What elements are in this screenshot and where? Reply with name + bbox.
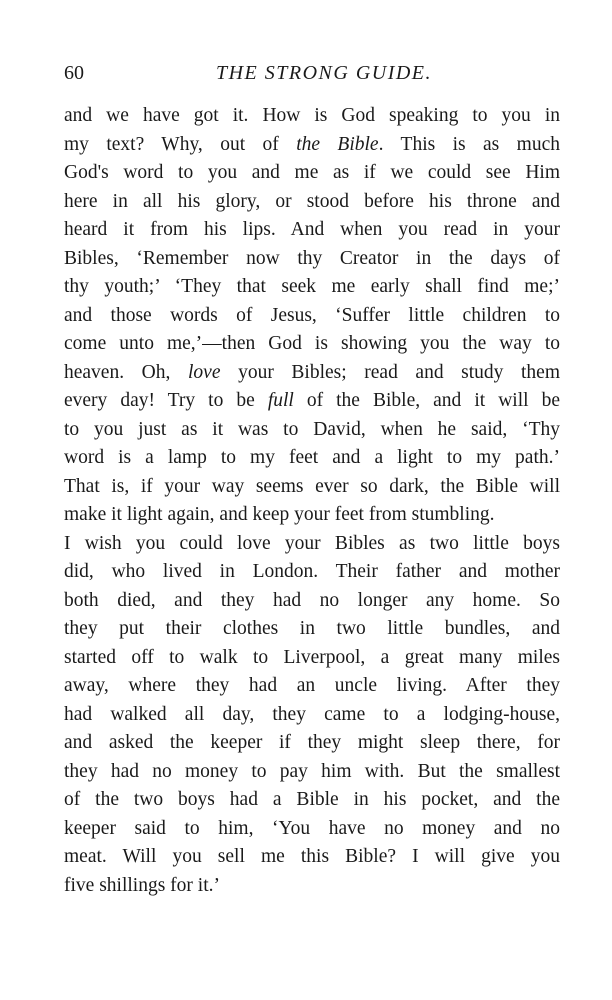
- text-line: started off to walk to Liverpool, a great many miles: [64, 646, 560, 668]
- text-segment: heaven. Oh,: [64, 361, 188, 383]
- text-line: and those words of Jesus, ‘Suffer little children to: [64, 304, 560, 326]
- paragraph: [64, 102, 560, 530]
- text-line: [64, 131, 560, 160]
- text-segment: . This is as much: [378, 133, 561, 155]
- text-line: heard it from his lips. And when you read in your: [64, 219, 560, 240]
- text-line: [64, 359, 560, 388]
- text-segment: every day! Try to be: [64, 390, 268, 411]
- text-segment: my text? Why, out of: [64, 133, 297, 155]
- text-line: meat. Will you sell me this Bible? I will give you: [64, 846, 560, 867]
- text-line: That is, if your way seems ever so dark, the Bible will: [64, 475, 560, 497]
- text-line: they put their clothes in two little bundles, and: [64, 618, 560, 639]
- text-line: here in all his glory, or stood before his throne and: [64, 190, 560, 212]
- text-line: and asked the keeper if they might sleep there, for: [64, 732, 560, 753]
- text-line: they had no money to pay him with. But the smallest: [64, 760, 560, 782]
- text-line: come unto me,’—then God is showing you the way to: [64, 333, 560, 354]
- running-head: [64, 60, 560, 86]
- paragraph: [64, 530, 560, 901]
- text-line: I wish you could love your Bibles as two little boys: [64, 532, 560, 554]
- text-line: thy youth;’ ‘They that seek me early shall find me;’: [64, 276, 560, 297]
- text-line: five shillings for it.’: [64, 874, 220, 896]
- text-line: word is a lamp to my feet and a light to my path.’: [64, 447, 560, 468]
- text-line: had walked all day, they came to a lodging-house,: [64, 703, 560, 725]
- text-line: away, where they had an uncle living. After they: [64, 675, 560, 696]
- text-line: of the two boys had a Bible in his pocket, and the: [64, 789, 560, 810]
- text-segment: your Bibles; read and study them: [220, 361, 560, 383]
- body-text: [64, 102, 560, 900]
- text-line: Bibles, ‘Remember now thy Creator in the days of: [64, 247, 560, 269]
- text-line: did, who lived in London. Their father and mother: [64, 561, 560, 582]
- text-line: make it light again, and keep your feet from stumbling.: [64, 504, 495, 525]
- text-line: and we have got it. How is God speaking to you in: [64, 105, 560, 126]
- text-line: God's word to you and me as if we could see Him: [64, 162, 560, 183]
- italic-emphasis: full: [267, 390, 294, 411]
- text-line: both died, and they had no longer any home. So: [64, 589, 560, 611]
- page-number: 60: [64, 62, 84, 84]
- text-line: to you just as it was to David, when he said, ‘Thy: [64, 418, 560, 440]
- italic-emphasis: love: [188, 361, 221, 383]
- text-line: keeper said to him, ‘You have no money and no: [64, 817, 560, 839]
- italic-emphasis: the Bible: [296, 133, 379, 155]
- text-segment: of the Bible, and it will be: [293, 390, 560, 411]
- text-line: [64, 387, 560, 416]
- running-title: THE STRONG GUIDE.: [215, 62, 433, 84]
